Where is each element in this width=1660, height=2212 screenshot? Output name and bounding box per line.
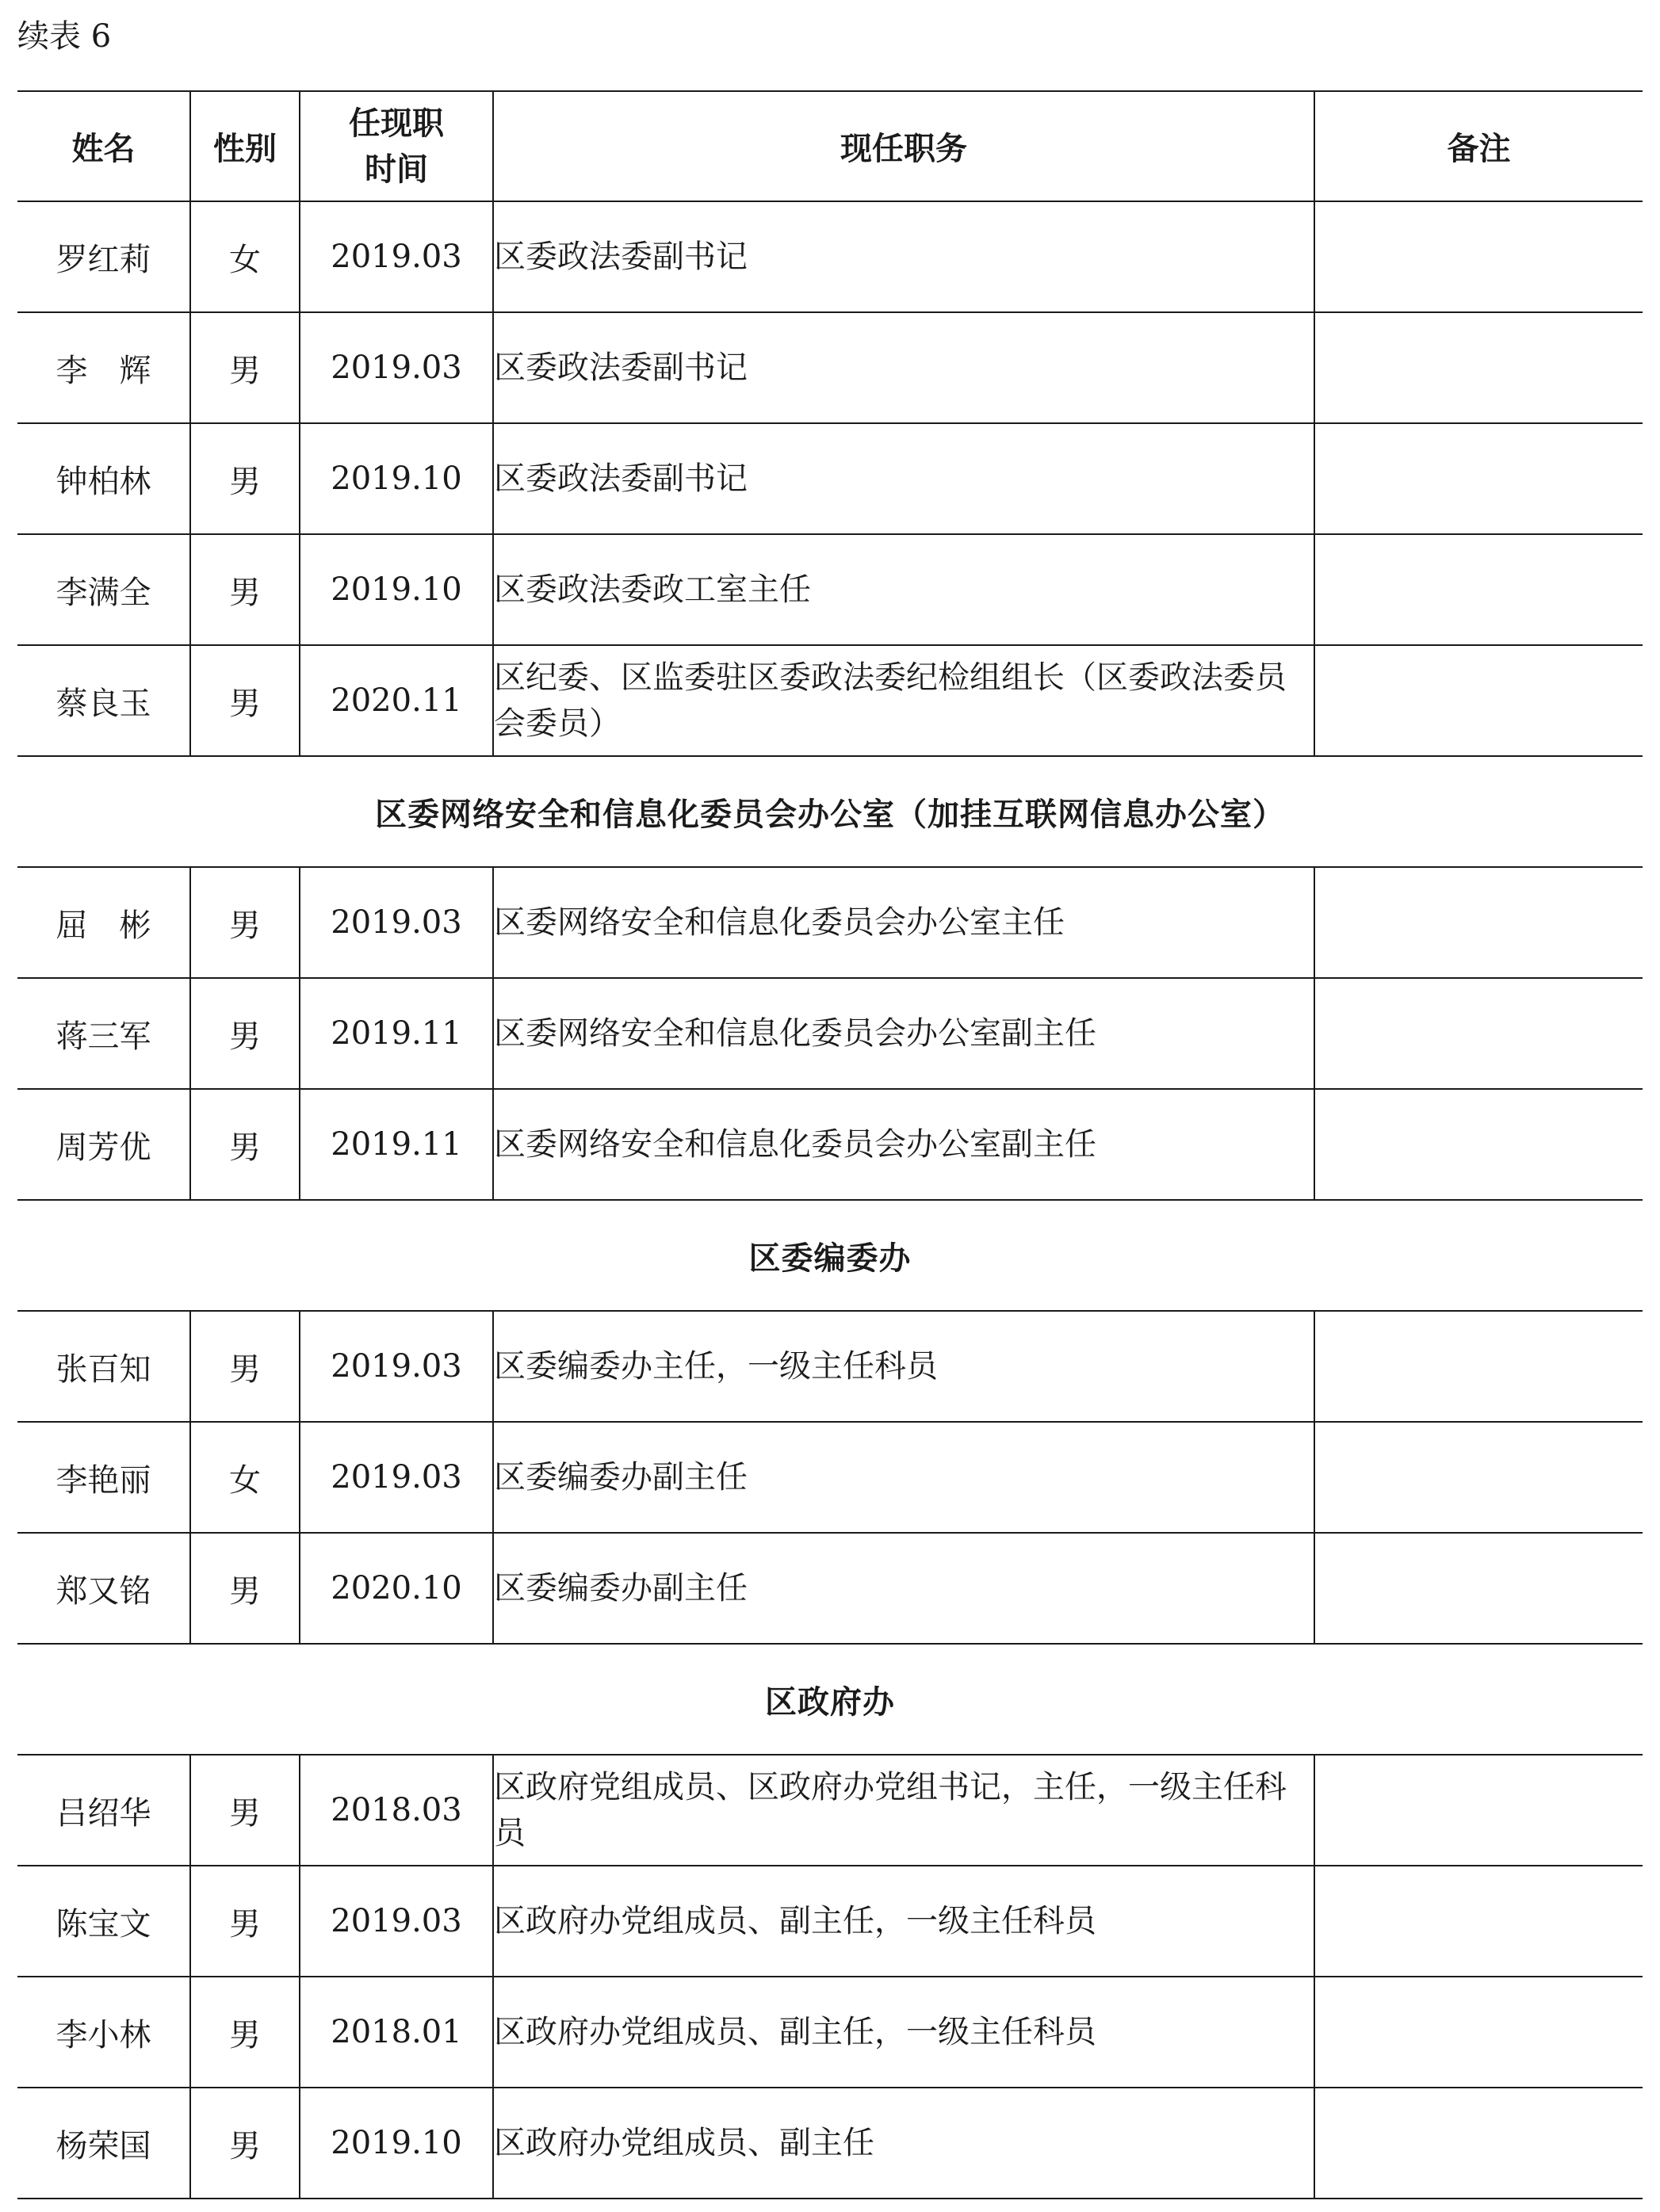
header-start-date — [300, 91, 493, 201]
remarks-cell — [1314, 1755, 1643, 1866]
remarks-cell — [1314, 1533, 1643, 1644]
date-cell: 2019.03 — [300, 867, 493, 978]
remarks-cell — [1314, 423, 1643, 534]
date-cell: 2019.10 — [300, 534, 493, 645]
remarks-cell — [1314, 867, 1643, 978]
remarks-cell — [1314, 1866, 1643, 1977]
section-row — [17, 1644, 1643, 1755]
date-cell: 2019.11 — [300, 978, 493, 1089]
date-cell: 2019.11 — [300, 1089, 493, 1200]
duty-cell: 区委政法委副书记 — [493, 423, 1314, 534]
date-cell: 2019.03 — [300, 1866, 493, 1977]
gender-cell: 男 — [190, 978, 300, 1089]
date-cell: 2020.10 — [300, 1533, 493, 1644]
duty-cell: 区委网络安全和信息化委员会办公室副主任 — [493, 978, 1314, 1089]
name-cell: 李 辉 — [17, 312, 190, 423]
remarks-cell — [1314, 534, 1643, 645]
duty-cell: 区政府办党组成员、副主任，一级主任科员 — [493, 1866, 1314, 1977]
gender-cell: 女 — [190, 201, 300, 312]
header-start-date-line1: 任现职 — [349, 105, 444, 142]
name-cell: 罗红莉 — [17, 201, 190, 312]
duty-cell: 区委编委办主任，一级主任科员 — [493, 1311, 1314, 1422]
table-row — [17, 1533, 1643, 1644]
date-cell: 2019.03 — [300, 312, 493, 423]
gender-cell: 男 — [190, 1533, 300, 1644]
duty-cell: 区政府党组成员、区政府办党组书记，主任，一级主任科员 — [493, 1755, 1314, 1866]
gender-cell: 男 — [190, 2088, 300, 2199]
table-row — [17, 1866, 1643, 1977]
table-header — [17, 91, 1643, 201]
name-cell: 张百知 — [17, 1311, 190, 1422]
table-row — [17, 1422, 1643, 1533]
personnel-table — [17, 90, 1643, 2199]
name-cell: 陈宝文 — [17, 1866, 190, 1977]
table-row — [17, 423, 1643, 534]
duty-cell: 区纪委、区监委驻区委政法委纪检组组长（区委政法委员会委员） — [493, 645, 1314, 756]
table-caption: 续表 6 — [17, 18, 112, 55]
date-cell: 2018.01 — [300, 1977, 493, 2088]
gender-cell: 男 — [190, 534, 300, 645]
gender-cell: 男 — [190, 645, 300, 756]
table-row — [17, 534, 1643, 645]
date-cell: 2020.11 — [300, 645, 493, 756]
table-row — [17, 2088, 1643, 2199]
duty-cell: 区委政法委政工室主任 — [493, 534, 1314, 645]
table-row — [17, 1311, 1643, 1422]
header-start-date-line2: 时间 — [365, 151, 428, 188]
section-row — [17, 756, 1643, 867]
name-cell: 吕绍华 — [17, 1755, 190, 1866]
gender-cell: 男 — [190, 1866, 300, 1977]
gender-cell: 男 — [190, 1755, 300, 1866]
date-cell: 2018.03 — [300, 1755, 493, 1866]
table-row — [17, 201, 1643, 312]
table-row — [17, 1089, 1643, 1200]
remarks-cell — [1314, 1089, 1643, 1200]
duty-cell: 区委网络安全和信息化委员会办公室主任 — [493, 867, 1314, 978]
header-gender: 性别 — [190, 91, 300, 201]
date-cell: 2019.10 — [300, 423, 493, 534]
name-cell: 蔡良玉 — [17, 645, 190, 756]
gender-cell: 男 — [190, 312, 300, 423]
header-remarks: 备注 — [1314, 91, 1643, 201]
name-cell: 郑又铭 — [17, 1533, 190, 1644]
remarks-cell — [1314, 1977, 1643, 2088]
duty-cell: 区委编委办副主任 — [493, 1422, 1314, 1533]
table-row — [17, 867, 1643, 978]
gender-cell: 男 — [190, 1089, 300, 1200]
name-cell: 钟柏林 — [17, 423, 190, 534]
header-name: 姓名 — [17, 91, 190, 201]
remarks-cell — [1314, 201, 1643, 312]
name-cell: 周芳优 — [17, 1089, 190, 1200]
section-title: 区委编委办 — [17, 1200, 1643, 1311]
date-cell: 2019.03 — [300, 1422, 493, 1533]
name-cell: 李艳丽 — [17, 1422, 190, 1533]
section-title: 区政府办 — [17, 1644, 1643, 1755]
duty-cell: 区政府办党组成员、副主任，一级主任科员 — [493, 1977, 1314, 2088]
date-cell: 2019.03 — [300, 1311, 493, 1422]
remarks-cell — [1314, 2088, 1643, 2199]
name-cell: 蒋三军 — [17, 978, 190, 1089]
table-row — [17, 978, 1643, 1089]
gender-cell: 男 — [190, 1977, 300, 2088]
remarks-cell — [1314, 1311, 1643, 1422]
gender-cell: 男 — [190, 1311, 300, 1422]
table-body — [17, 201, 1643, 2199]
date-cell: 2019.03 — [300, 201, 493, 312]
gender-cell: 男 — [190, 423, 300, 534]
header-duty: 现任职务 — [493, 91, 1314, 201]
gender-cell: 女 — [190, 1422, 300, 1533]
table-row — [17, 645, 1643, 756]
table-row — [17, 312, 1643, 423]
name-cell: 李小林 — [17, 1977, 190, 2088]
name-cell: 李满全 — [17, 534, 190, 645]
name-cell: 屈 彬 — [17, 867, 190, 978]
duty-cell: 区委政法委副书记 — [493, 312, 1314, 423]
gender-cell: 男 — [190, 867, 300, 978]
duty-cell: 区政府办党组成员、副主任 — [493, 2088, 1314, 2199]
duty-cell: 区委编委办副主任 — [493, 1533, 1314, 1644]
remarks-cell — [1314, 645, 1643, 756]
duty-cell: 区委网络安全和信息化委员会办公室副主任 — [493, 1089, 1314, 1200]
name-cell: 杨荣国 — [17, 2088, 190, 2199]
remarks-cell — [1314, 1422, 1643, 1533]
section-row — [17, 1200, 1643, 1311]
duty-cell: 区委政法委副书记 — [493, 201, 1314, 312]
remarks-cell — [1314, 312, 1643, 423]
remarks-cell — [1314, 978, 1643, 1089]
date-cell: 2019.10 — [300, 2088, 493, 2199]
table-row — [17, 1755, 1643, 1866]
table-row — [17, 1977, 1643, 2088]
section-title: 区委网络安全和信息化委员会办公室（加挂互联网信息办公室） — [17, 756, 1643, 867]
